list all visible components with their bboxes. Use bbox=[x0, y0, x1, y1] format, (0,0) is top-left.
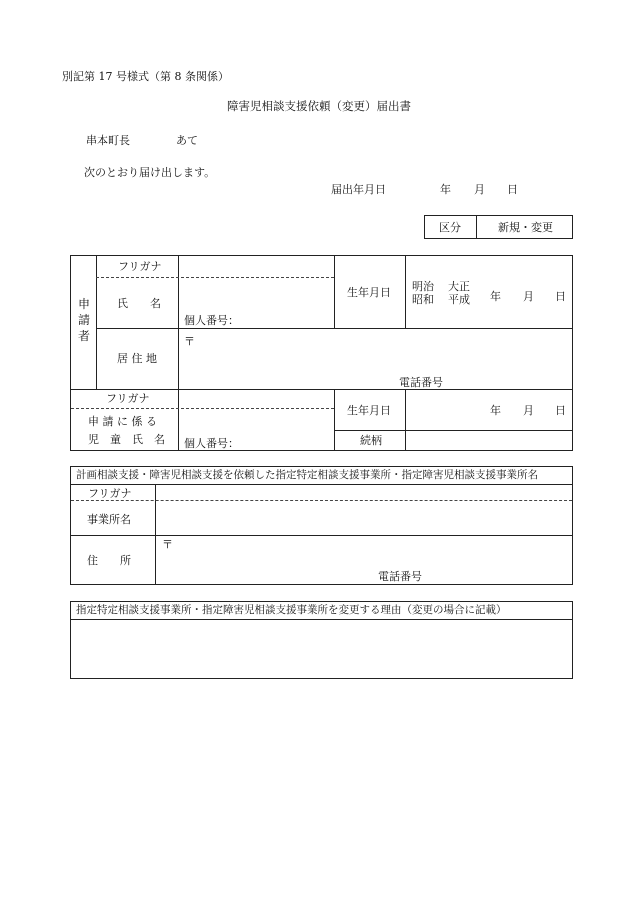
applicant-name-label: 氏 名 bbox=[117, 297, 161, 310]
category-value[interactable]: 新規・変更 bbox=[498, 221, 553, 234]
applicant-birth-year[interactable]: 年 bbox=[490, 290, 501, 303]
child-birth-year[interactable]: 年 bbox=[490, 404, 501, 417]
filing-date-day[interactable]: 日 bbox=[507, 183, 518, 196]
child-birthdate-label: 生年月日 bbox=[347, 404, 391, 417]
filing-date-month[interactable]: 月 bbox=[474, 183, 485, 196]
filing-date-year[interactable]: 年 bbox=[440, 183, 451, 196]
applicant-birth-month[interactable]: 月 bbox=[523, 290, 534, 303]
child-name-label-1: 申 請 に 係 る bbox=[88, 415, 157, 428]
era-taisho[interactable]: 大正 bbox=[448, 280, 470, 293]
applicant-residence-label: 居 住 地 bbox=[117, 352, 157, 365]
filing-date-label: 届出年月日 bbox=[331, 183, 386, 196]
applicant-birth-day[interactable]: 日 bbox=[555, 290, 566, 303]
addressee-ate: あて bbox=[176, 134, 198, 147]
office-phone-label: 電話番号 bbox=[378, 570, 422, 583]
reason-table bbox=[70, 601, 573, 679]
applicant-furigana-label: フリガナ bbox=[118, 260, 162, 273]
office-header: 計画相談支援・障害児相談支援を依頼した指定特定相談支援事業所・指定障害児相談支援事業所名 bbox=[76, 469, 538, 481]
applicant-postal-mark: 〒 bbox=[184, 335, 195, 348]
applicant-my-number-label: 個人番号： bbox=[184, 314, 239, 327]
category-box bbox=[424, 215, 573, 239]
form-number: 別記第 17 号様式（第 8 条関係） bbox=[62, 70, 229, 83]
applicant-table bbox=[70, 255, 573, 451]
child-furigana-label: フリガナ bbox=[106, 392, 150, 405]
child-relationship-label: 続柄 bbox=[360, 434, 382, 447]
office-name-label: 事業所名 bbox=[87, 513, 131, 526]
era-heisei[interactable]: 平成 bbox=[448, 293, 470, 306]
intro-text: 次のとおり届け出します。 bbox=[84, 166, 216, 179]
applicant-birthdate-label: 生年月日 bbox=[347, 286, 391, 299]
child-name-label-2: 児 童 氏 名 bbox=[88, 433, 165, 446]
office-address-label: 住 所 bbox=[87, 554, 131, 567]
era-showa[interactable]: 昭和 bbox=[412, 293, 434, 306]
office-postal-mark: 〒 bbox=[162, 538, 173, 551]
applicant-phone-label: 電話番号 bbox=[399, 376, 443, 389]
form-title: 障害児相談支援依頼（変更）届出書 bbox=[227, 99, 411, 113]
era-meiji[interactable]: 明治 bbox=[412, 280, 434, 293]
reason-header: 指定特定相談支援事業所・指定障害児相談支援事業所を変更する理由（変更の場合に記載） bbox=[76, 604, 507, 616]
child-my-number-label: 個人番号： bbox=[184, 437, 239, 450]
applicant-side-label: 申 請 者 bbox=[77, 297, 90, 343]
child-birth-month[interactable]: 月 bbox=[523, 404, 534, 417]
category-label: 区分 bbox=[439, 221, 461, 234]
office-furigana-label: フリガナ bbox=[88, 487, 132, 500]
reason-text-area[interactable] bbox=[71, 620, 572, 678]
office-table bbox=[70, 466, 573, 585]
child-birth-day[interactable]: 日 bbox=[555, 404, 566, 417]
addressee: 串本町長 bbox=[86, 134, 130, 147]
